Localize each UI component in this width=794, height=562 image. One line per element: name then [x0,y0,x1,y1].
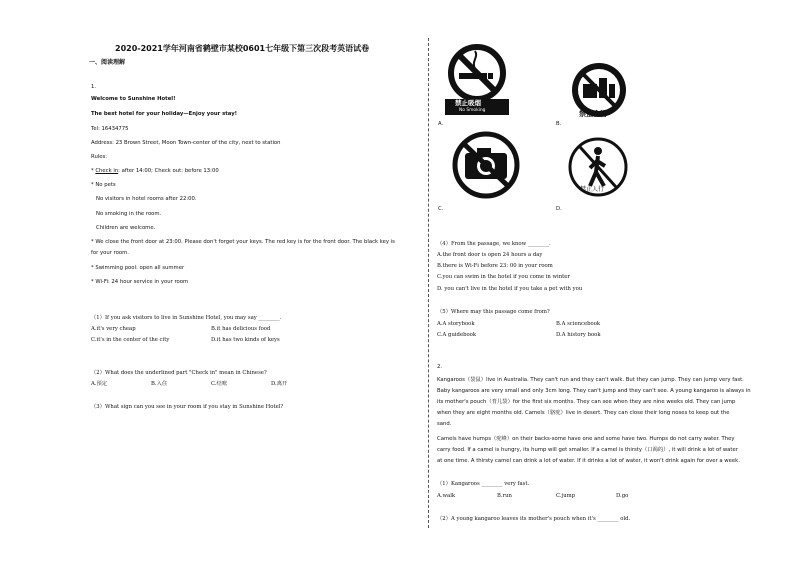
passage2-line: carry food. If a camel is hungry, its hump will get smaller. If a camel is thirsty（口渴的）, it will drink a lot of water [437,447,738,453]
no-food-sign[interactable] [565,62,633,124]
q5-option-c[interactable]: C.A guidebook [437,332,477,338]
rule-children: Children are welcome. [96,225,156,231]
rules-heading: Rules: [91,154,108,160]
hotel-slogan: The best hotel for your holiday—Enjoy your stay! [91,111,238,117]
hotel-address: Address: 23 Brown Street, Moon Town-center of the city, next to station [91,140,281,146]
q5-option-d[interactable]: D.A history book [556,332,601,338]
q5-stem: （5）Where may this passage come from? [437,309,550,315]
rule-front-door: * We close the front door at 23:00. Please don't forget your keys. The red key is for the front door. The black key is [91,239,395,245]
rule-front-door-cont: for your room. [91,250,129,256]
rule-check-in [91,168,219,174]
q2-option-d[interactable]: D.离开 [271,381,288,387]
passage2-line: Baby kangaroos are very small and only 3cm long. They can't jump and they can't see. A young kangaroo is always in [437,388,751,394]
passage2-line: Kangaroos（袋鼠）live in Australia. They can't run and they can't walk. But they can jump. They can jump very fast. [437,377,744,383]
rule-no-visitors: No visitors in hotel rooms after 22:00. [96,196,197,202]
rule-no-pets: * No pets [91,182,116,188]
no-walking-sign-text: 禁止人行 [580,186,605,193]
sign-b-label[interactable]: B. [556,121,562,127]
q6-option-c[interactable]: C.jump [556,493,576,499]
no-smoking-sign-subtext: No Smoking [459,108,486,113]
no-smoking-sign-text: 禁止吸烟 [455,99,481,107]
q3-stem: （3）What sign can you see in your room if you stay in Sunshine Hotel? [91,404,284,410]
passage2-number: 2. [437,364,443,370]
hotel-tel: Tel: 16434775 [91,126,129,132]
rule-wifi: * Wi-Fi: 24 hour service in your room [91,279,189,285]
sign-d-label[interactable]: D. [556,206,562,212]
column-divider [428,38,429,528]
q1-stem: （1）If you ask visitors to live in Sunshine Hotel, you may say ________. [91,315,282,321]
q6-stem: （1）Kangaroos ________ very fast. [437,481,530,487]
q1-option-a[interactable]: A.it's very cheap [91,326,136,332]
passage2-line: when they are eight months old. Camels（骆驼）live in desert. They can close their long noses to keep out the [437,410,730,416]
q6-option-d[interactable]: D.go [616,493,629,499]
q4-stem: （4）From the passage, we know ________. [437,241,551,247]
rule-bullet: * [91,168,96,174]
q4-option-d[interactable]: D. you can't live in the hotel if you take a pet with you [437,286,583,292]
passage1-number: 1. [91,84,97,90]
q5-option-b[interactable]: B.A sciencebook [556,321,601,327]
rule-check-times: : after 14:00; Check out: before 13:00 [118,168,219,174]
section-heading: 一、阅读理解 [89,59,126,66]
q1-option-d[interactable]: D.it has two kinds of keys [211,337,280,343]
no-walking-sign[interactable] [566,136,630,198]
rule-swimming: * Swimming pool: open all summer [91,265,185,271]
q2-option-a[interactable]: A.预定 [91,381,108,387]
rule-no-smoking: No smoking in the room. [96,211,162,217]
no-smoking-sign[interactable] [445,43,509,115]
q4-option-c[interactable]: C.you can swim in the hotel if you come in winter [437,274,570,280]
check-in-underlined: Check in [95,168,119,174]
no-camera-sign[interactable] [445,131,527,199]
q5-option-a[interactable]: A.A storybook [437,321,475,327]
page-title: 2020-2021学年河南省鹤壁市某校0601七年级下第三次段考英语试卷 [115,44,370,53]
sign-c-label[interactable]: C. [438,206,444,212]
q7-stem: （2）A young kangaroo leaves its mother's pouch when it's ________ old. [437,516,631,522]
hotel-welcome: Welcome to Sunshine Hotel! [91,96,176,102]
q6-option-b[interactable]: B.run [497,493,512,499]
q2-stem: （2）What does the underlined part "Check in" mean in Chinese? [91,370,267,376]
passage2-line: sand. [437,421,452,427]
q4-option-a[interactable]: A.the front door is open 24 hours a day [437,252,543,258]
no-food-sign-text: 禁止食物 [579,110,607,118]
sign-a-label[interactable]: A. [438,121,444,127]
passage2-line: Camels have humps（驼峰）on their backs-some have one and some have two. Humps do not carry water. They [437,436,735,442]
q2-option-b[interactable]: B.入住 [151,381,168,387]
passage2-line: at one time. A thirsty camel can drink a lot of water. If it drinks a lot of water, it won't drink again for over a week. [437,458,740,464]
q4-option-b[interactable]: B.there is Wi-Fi before 23: 00 in your room [437,263,553,269]
q2-option-c[interactable]: C.结账 [211,381,228,387]
q1-option-b[interactable]: B.it has delicious food [211,326,271,332]
q6-option-a[interactable]: A.walk [437,493,456,499]
passage2-line: its mother's pouch（育儿袋）for the first six months. They can see when they are nine weeks old. They can jump [437,399,736,405]
q1-option-c[interactable]: C.it's in the center of the city [91,337,170,343]
